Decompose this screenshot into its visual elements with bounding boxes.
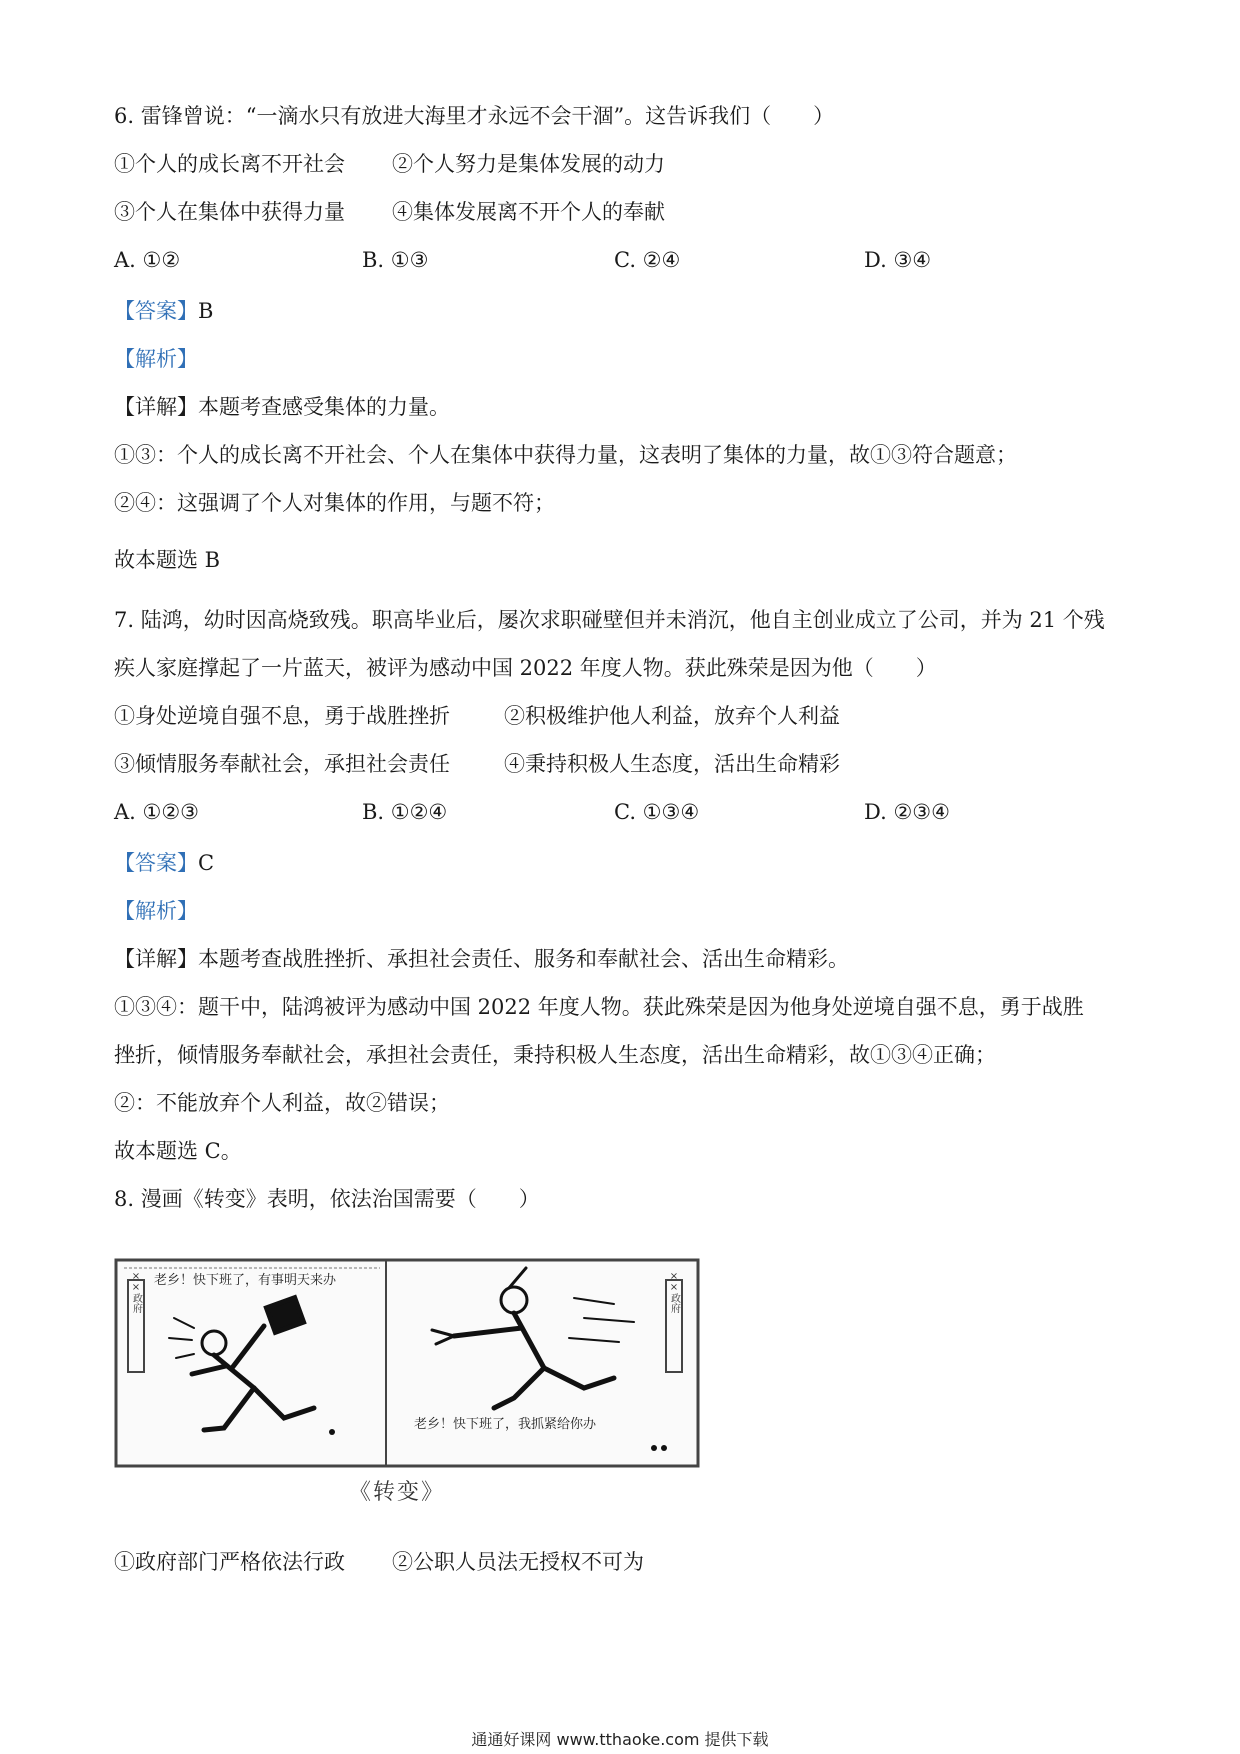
cartoon-caption: 《转变》 [349, 1480, 446, 1505]
page-footer: 通通好课网 www.tthaoke.com 提供下载 [471, 1730, 769, 1749]
q6-answer [114, 297, 213, 325]
q7-statement-2: ②积极维护他人利益，放弃个人利益 [504, 704, 840, 728]
detail-text: 本题考查战胜挫折、承担社会责任、服务和奉献社会、活出生命精彩。 [198, 947, 849, 971]
q6-explanation-1: ①③：个人的成长离不开社会、个人在集体中获得力量，这表明了集体的力量，故①③符合题意； [114, 443, 1017, 467]
answer-label: 【答案】 [114, 299, 198, 323]
cartoon-frame [116, 1260, 698, 1466]
q6-conclusion: 故本题选 B [114, 548, 221, 572]
panel-marker-2b [661, 1445, 667, 1451]
q7-conclusion: 故本题选 C。 [114, 1139, 242, 1163]
q7-statement-4: ④秉持积极人生态度，活出生命精彩 [504, 752, 840, 776]
speech-left: 老乡！快下班了，有事明天来办 [154, 1273, 337, 1288]
sign-left-text: ××政府 [130, 1271, 142, 1313]
cartoon-transformation [114, 1258, 700, 1468]
q6-stem: 6. 雷锋曾说：“一滴水只有放进大海里才永远不会干涸”。这告诉我们（ ） [114, 104, 835, 128]
q6-option-c: C. ②④ [614, 248, 681, 272]
detail-label: 【详解】 [114, 947, 198, 971]
q6-explanation-2: ②④：这强调了个人对集体的作用，与题不符； [114, 491, 555, 515]
q6-statement-2: ②个人努力是集体发展的动力 [392, 152, 665, 176]
sign-right-text: ××政府 [668, 1271, 680, 1313]
q7-option-b: B. ①②④ [362, 800, 448, 824]
q6-analysis-label: 【解析】 [114, 347, 198, 371]
q6-statement-3: ③个人在集体中获得力量 [114, 200, 345, 224]
q7-answer [114, 849, 214, 877]
panel-marker-1 [329, 1429, 335, 1435]
q6-statement-1: ①个人的成长离不开社会 [114, 152, 345, 176]
q7-option-c: C. ①③④ [614, 800, 700, 824]
panel-marker-2a [651, 1445, 657, 1451]
detail-text: 本题考查感受集体的力量。 [198, 395, 450, 419]
q7-stem-line-1: 7. 陆鸿，幼时因高烧致残。职高毕业后，屡次求职碰壁但并未消沉，他自主创业成立了公司，并为 21 个残 [114, 608, 1105, 632]
q7-detail [114, 945, 849, 973]
q6-option-a: A. ①② [114, 248, 181, 272]
q7-analysis-label: 【解析】 [114, 899, 198, 923]
q8-statement-1: ①政府部门严格依法行政 [114, 1550, 345, 1574]
answer-value: B [198, 299, 214, 323]
detail-label: 【详解】 [114, 395, 198, 419]
q7-option-a: A. ①②③ [114, 800, 199, 824]
q6-option-b: B. ①③ [362, 248, 429, 272]
q7-stem-line-2: 疾人家庭撑起了一片蓝天，被评为感动中国 2022 年度人物。获此殊荣是因为他（ ） [114, 656, 937, 680]
answer-label: 【答案】 [114, 851, 198, 875]
q7-explanation-1b: 挫折，倾情服务奉献社会，承担社会责任，秉持积极人生态度，活出生命精彩，故①③④正确； [114, 1043, 996, 1067]
q7-explanation-2: ②：不能放弃个人利益，故②错误； [114, 1091, 450, 1115]
q7-statement-1: ①身处逆境自强不息，勇于战胜挫折 [114, 704, 450, 728]
answer-value: C [198, 851, 215, 875]
q8-stem: 8. 漫画《转变》表明，依法治国需要（ ） [114, 1187, 540, 1211]
q8-statement-2: ②公职人员法无授权不可为 [392, 1550, 644, 1574]
q7-explanation-1a: ①③④：题干中，陆鸿被评为感动中国 2022 年度人物。获此殊荣是因为他身处逆境自强不息，勇于战胜 [114, 995, 1084, 1019]
q6-option-d: D. ③④ [864, 248, 932, 272]
q7-option-d: D. ②③④ [864, 800, 950, 824]
q6-statement-4: ④集体发展离不开个人的奉献 [392, 200, 665, 224]
q7-statement-3: ③倾情服务奉献社会，承担社会责任 [114, 752, 450, 776]
speech-right: 老乡！快下班了，我抓紧给你办 [414, 1417, 597, 1432]
q6-detail [114, 393, 450, 421]
